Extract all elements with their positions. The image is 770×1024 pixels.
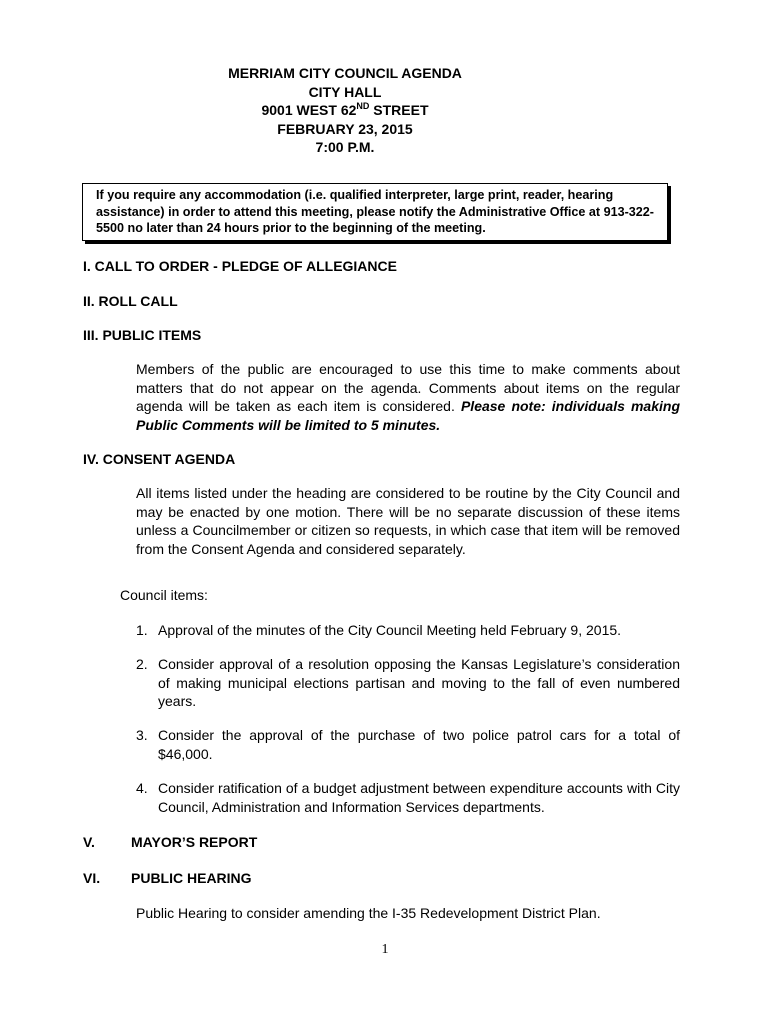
list-item-text: Consider ratification of a budget adjustment between expenditure accounts with City Council, Administration and Information Services departments. [158,780,680,815]
list-item [136,655,680,711]
accommodation-notice: If you require any accommodation (i.e. qualified interpreter, large print, reader, hearing assistance) in order to attend this meeting, please notify the Administrative Office at 913-322-5500 no later than 24 hours prior to the beginning of the meeting. [82,183,668,241]
public-items-note: Please note: individuals making Public Comments will be limited to 5 minutes. [136,398,680,433]
list-item-number: 2. [136,656,148,672]
section-number: V. [83,834,95,850]
public-items-text [136,360,680,434]
list-item-number: 1. [136,622,148,638]
section-mayors-report [83,833,257,851]
section-label: MAYOR’S REPORT [131,834,258,850]
public-hearing-text: Public Hearing to consider amending the I-35 Redevelopment District Plan. [136,905,601,921]
section-call-to-order: I. CALL TO ORDER - PLEDGE OF ALLEGIANCE [83,258,397,274]
agenda-header [0,64,690,157]
list-item [136,726,680,763]
list-item-text: Consider the approval of the purchase of two police patrol cars for a total of $46,000. [158,727,680,762]
list-item [136,621,680,640]
section-consent-agenda-heading: IV. CONSENT AGENDA [83,451,236,467]
council-items-label: Council items: [120,587,208,603]
list-item-number: 3. [136,727,148,743]
address-ordinal-suffix: ND [356,101,370,111]
consent-agenda-body: All items listed under the heading are considered to be routine by the City Council and may be enacted by one motion. There will be no separate discussion of these items unless a Councilmember or citizen so requests, in which case that item will be removed from the Consent Agenda and considered separately. [136,485,680,557]
list-item-text: Consider approval of a resolution opposing the Kansas Legislature’s consideration of making municipal elections partisan and moving to the fall of even numbered years. [158,656,680,709]
page-number: 1 [381,942,389,957]
venue-address [0,101,690,120]
address-prefix: 9001 WEST 62 [261,102,357,118]
section-label: PUBLIC HEARING [131,870,252,886]
section-roll-call: II. ROLL CALL [83,293,178,309]
list-item-text: Approval of the minutes of the City Council Meeting held February 9, 2015. [158,622,622,638]
venue-name: CITY HALL [308,83,382,100]
address-suffix: STREET [369,102,429,118]
section-public-items-heading: III. PUBLIC ITEMS [83,327,202,343]
section-public-hearing [83,869,252,887]
section-number: VI. [83,870,101,886]
list-item [136,779,680,816]
list-item-number: 4. [136,780,148,796]
agenda-title: MERRIAM CITY COUNCIL AGENDA [228,65,462,81]
meeting-time: 7:00 P.M. [315,139,375,155]
meeting-date: FEBRUARY 23, 2015 [277,120,413,137]
public-items-body: Members of the public are encouraged to use this time to make comments about matters that do not appear on the agenda. Comments about items on the regular agenda will be taken as each item is considered. [136,361,680,414]
